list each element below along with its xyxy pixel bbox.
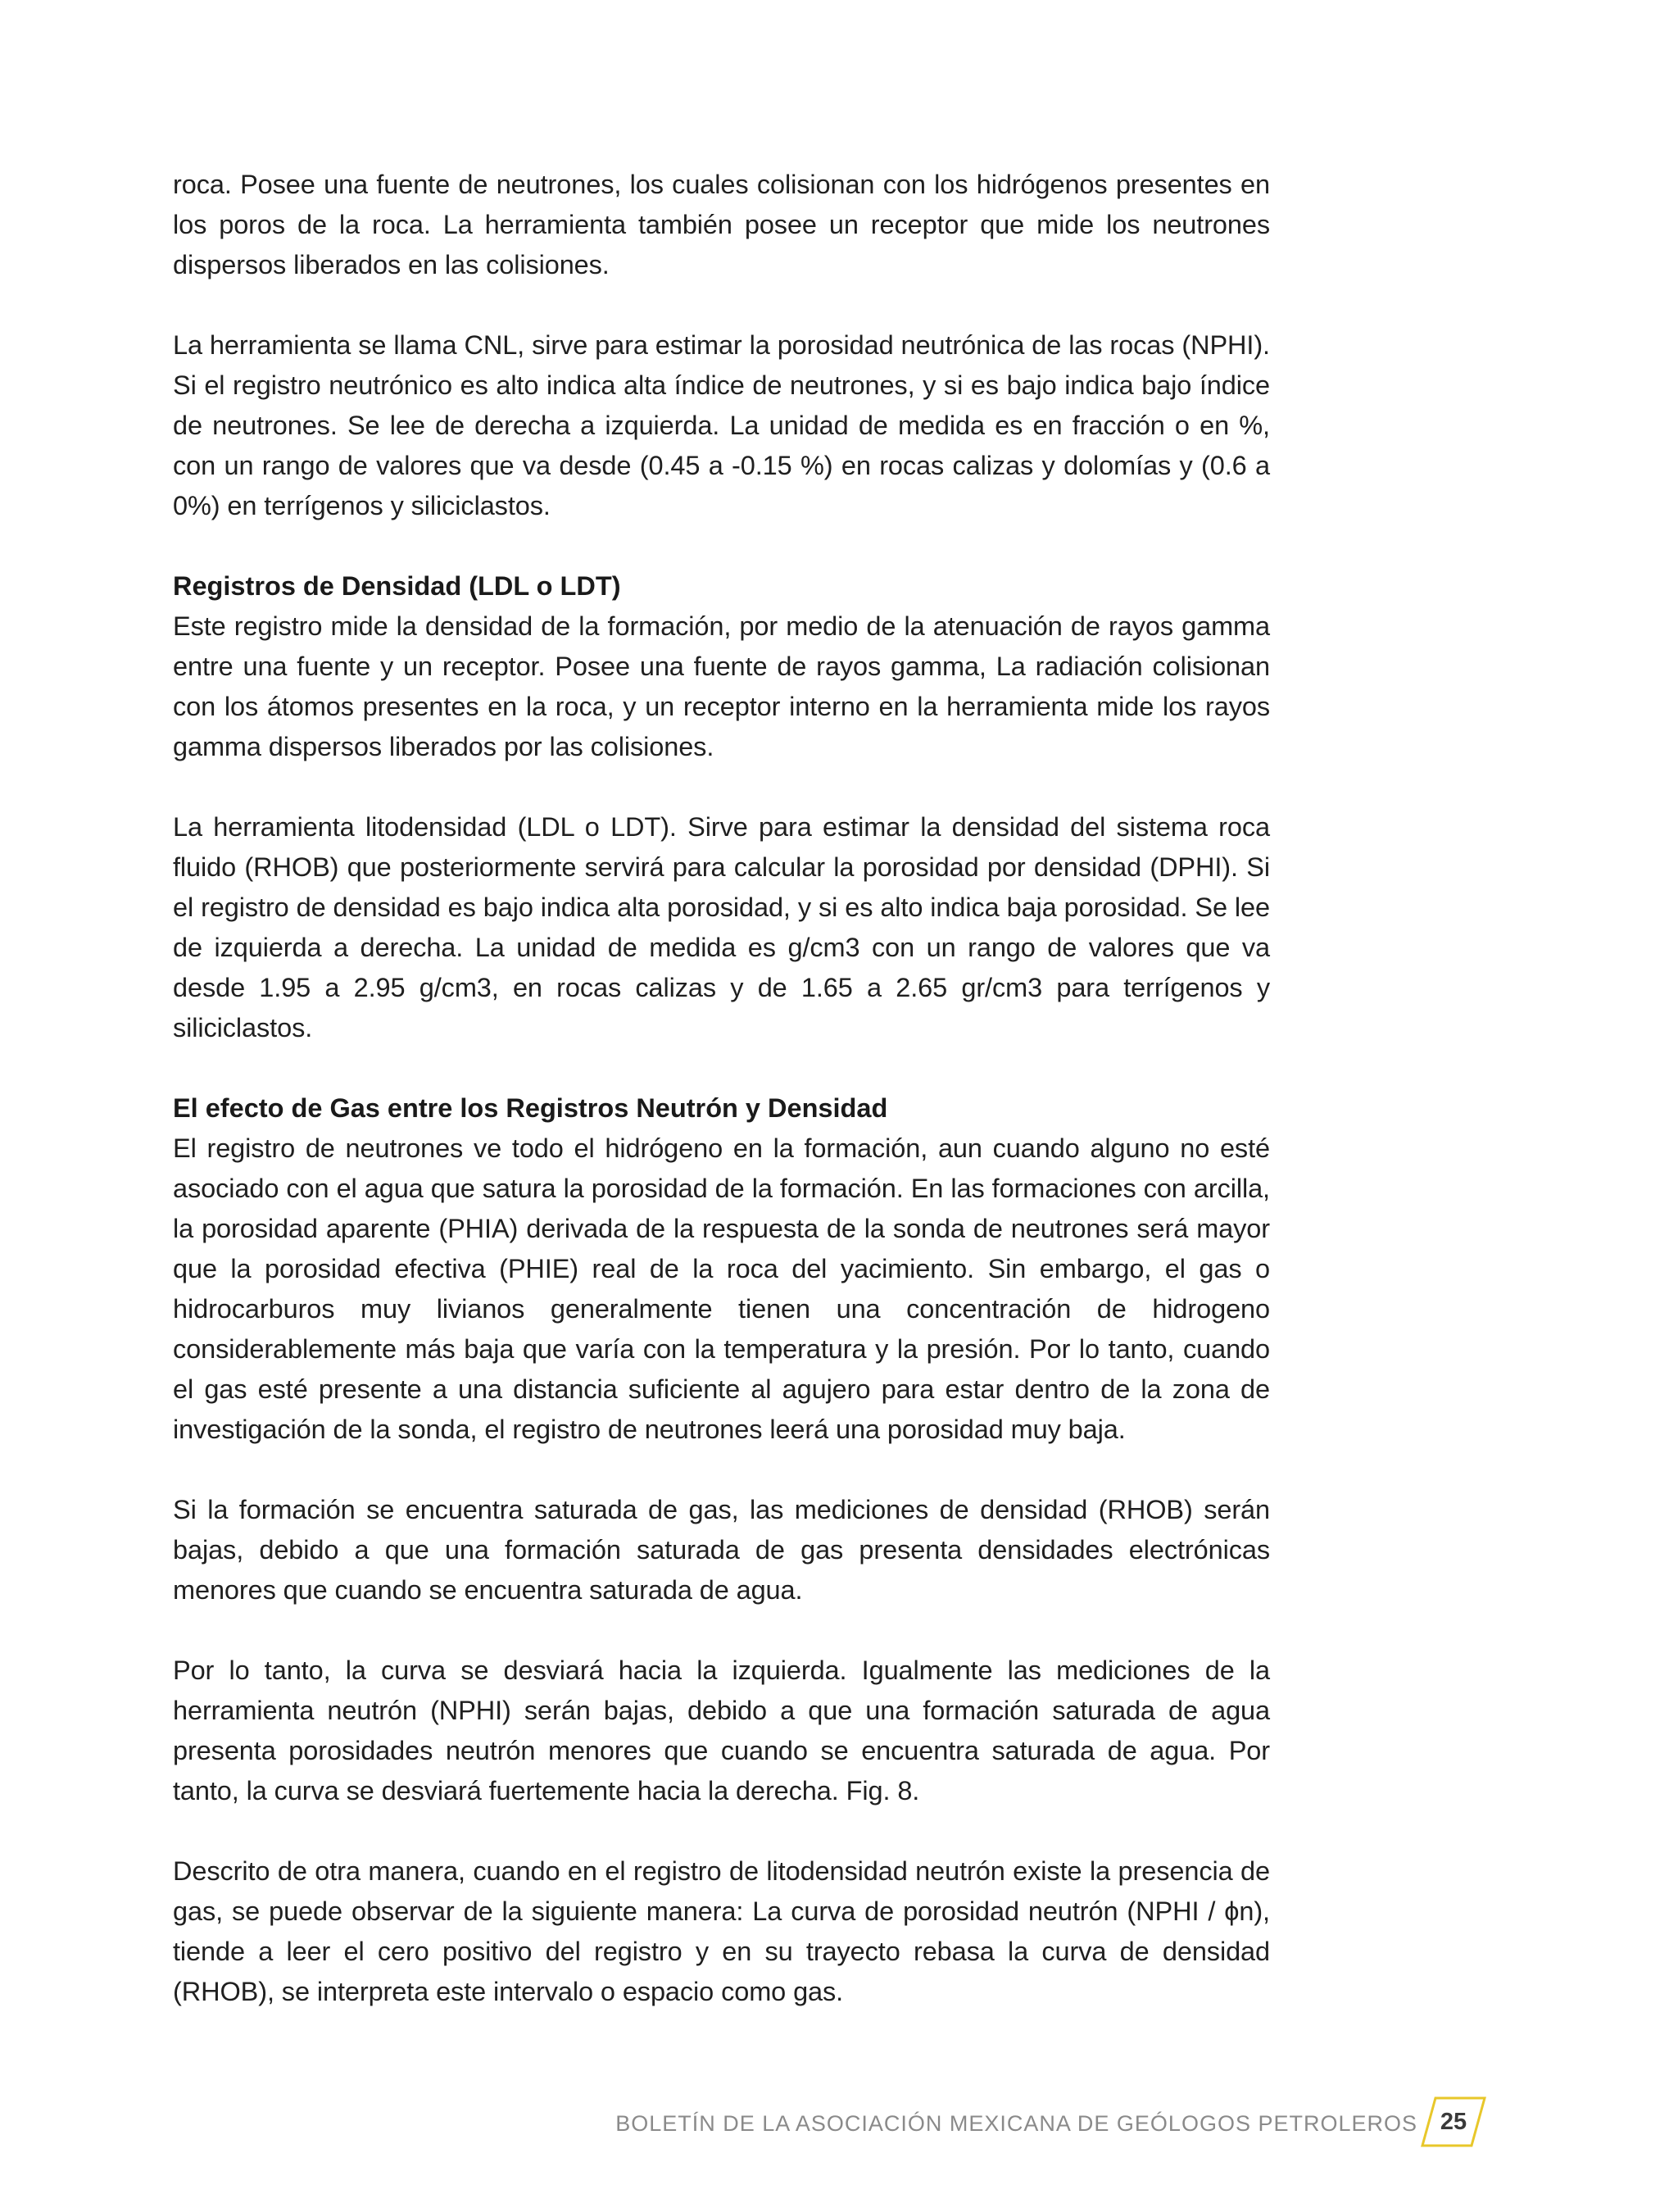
paragraph: Descrito de otra manera, cuando en el registro de litodensidad neutrón existe la presencia de gas, se puede observar de la siguiente manera: La curva de porosidad neutrón (NPHI / ϕn), tiende a leer el cero positivo del registro y en su trayecto rebasa la curva de densidad (RHOB), se interpreta este intervalo o espacio como gas. bbox=[173, 1856, 1270, 2006]
section-gas-effect bbox=[173, 1088, 1270, 1450]
page-number-badge bbox=[1421, 2096, 1486, 2147]
article-body bbox=[173, 165, 1270, 2052]
section-density bbox=[173, 566, 1270, 767]
paragraph: Este registro mide la densidad de la formación, por medio de la atenuación de rayos gamma entre una fuente y un receptor. Posee una fuente de rayos gamma, La radiación colisionan con los átomos presentes en la roca, y un receptor interno en la herramienta mide los rayos gamma dispersos liberados por las colisiones. bbox=[173, 611, 1270, 761]
paragraph: El registro de neutrones ve todo el hidrógeno en la formación, aun cuando alguno no esté asociado con el agua que satura la porosidad de la formación. En las formaciones con arcilla, la porosidad aparente (PHIA) derivada de la respuesta de la sonda de neutrones será mayor que la porosidad efectiva (PHIE) real de la roca del yacimiento. Sin embargo, el gas o hidrocarburos muy livianos generalmente tienen una concentración de hidrogeno considerablemente más baja que varía con la temperatura y la presión. Por lo tanto, cuando el gas esté presente a una distancia suficiente al agujero para estar dentro de la zona de investigación de la sonda, el registro de neutrones leerá una porosidad muy baja. bbox=[173, 1133, 1270, 1444]
paragraph: La herramienta litodensidad (LDL o LDT). Sirve para estimar la densidad del sistema roca fluido (RHOB) que posteriormente servirá para calcular la porosidad por densidad (DPHI). Si el registro de densidad es bajo indica alta porosidad, y si es alto indica baja porosidad. Se lee de izquierda a derecha. La unidad de medida es g/cm3 con un rango de valores que va desde 1.95 a 2.95 g/cm3, en rocas calizas y de 1.65 a 2.65 gr/cm3 para terrígenos y siliciclastos. bbox=[173, 812, 1270, 1042]
publication-name: BOLETÍN DE LA ASOCIACIÓN MEXICANA DE GEÓLOGOS PETROLEROS bbox=[615, 2111, 1417, 2136]
paragraph: Por lo tanto, la curva se desviará hacia la izquierda. Igualmente las mediciones de la herramienta neutrón (NPHI) serán bajas, debido a que una formación saturada de agua presenta porosidades neutrón menores que cuando se encuentra saturada de agua. Por tanto, la curva se desviará fuertemente hacia la derecha. Fig. 8. bbox=[173, 1656, 1270, 1805]
paragraph: roca. Posee una fuente de neutrones, los cuales colisionan con los hidrógenos presentes en los poros de la roca. La herramienta también posee un receptor que mide los neutrones dispersos liberados en las colisiones. bbox=[173, 170, 1270, 279]
page-footer bbox=[0, 2096, 1678, 2149]
paragraph: Si la formación se encuentra saturada de gas, las mediciones de densidad (RHOB) serán bajas, debido a que una formación saturada de gas presenta densidades electrónicas menores que cuando se encuentra saturada de agua. bbox=[173, 1495, 1270, 1605]
section-heading: Registros de Densidad (LDL o LDT) bbox=[173, 571, 621, 601]
section-heading: El efecto de Gas entre los Registros Neutrón y Densidad bbox=[173, 1093, 888, 1123]
page-number: 25 bbox=[1440, 2109, 1467, 2135]
paragraph: La herramienta se llama CNL, sirve para estimar la porosidad neutrónica de las rocas (NPHI). Si el registro neutrónico es alto indica alta índice de neutrones, y si es bajo indica bajo índice de neutrones. Se lee de derecha a izquierda. La unidad de medida es en fracción o en %, con un rango de valores que va desde (0.45 a -0.15 %) en rocas calizas y dolomías y (0.6 a 0%) en terrígenos y siliciclastos. bbox=[173, 330, 1270, 520]
